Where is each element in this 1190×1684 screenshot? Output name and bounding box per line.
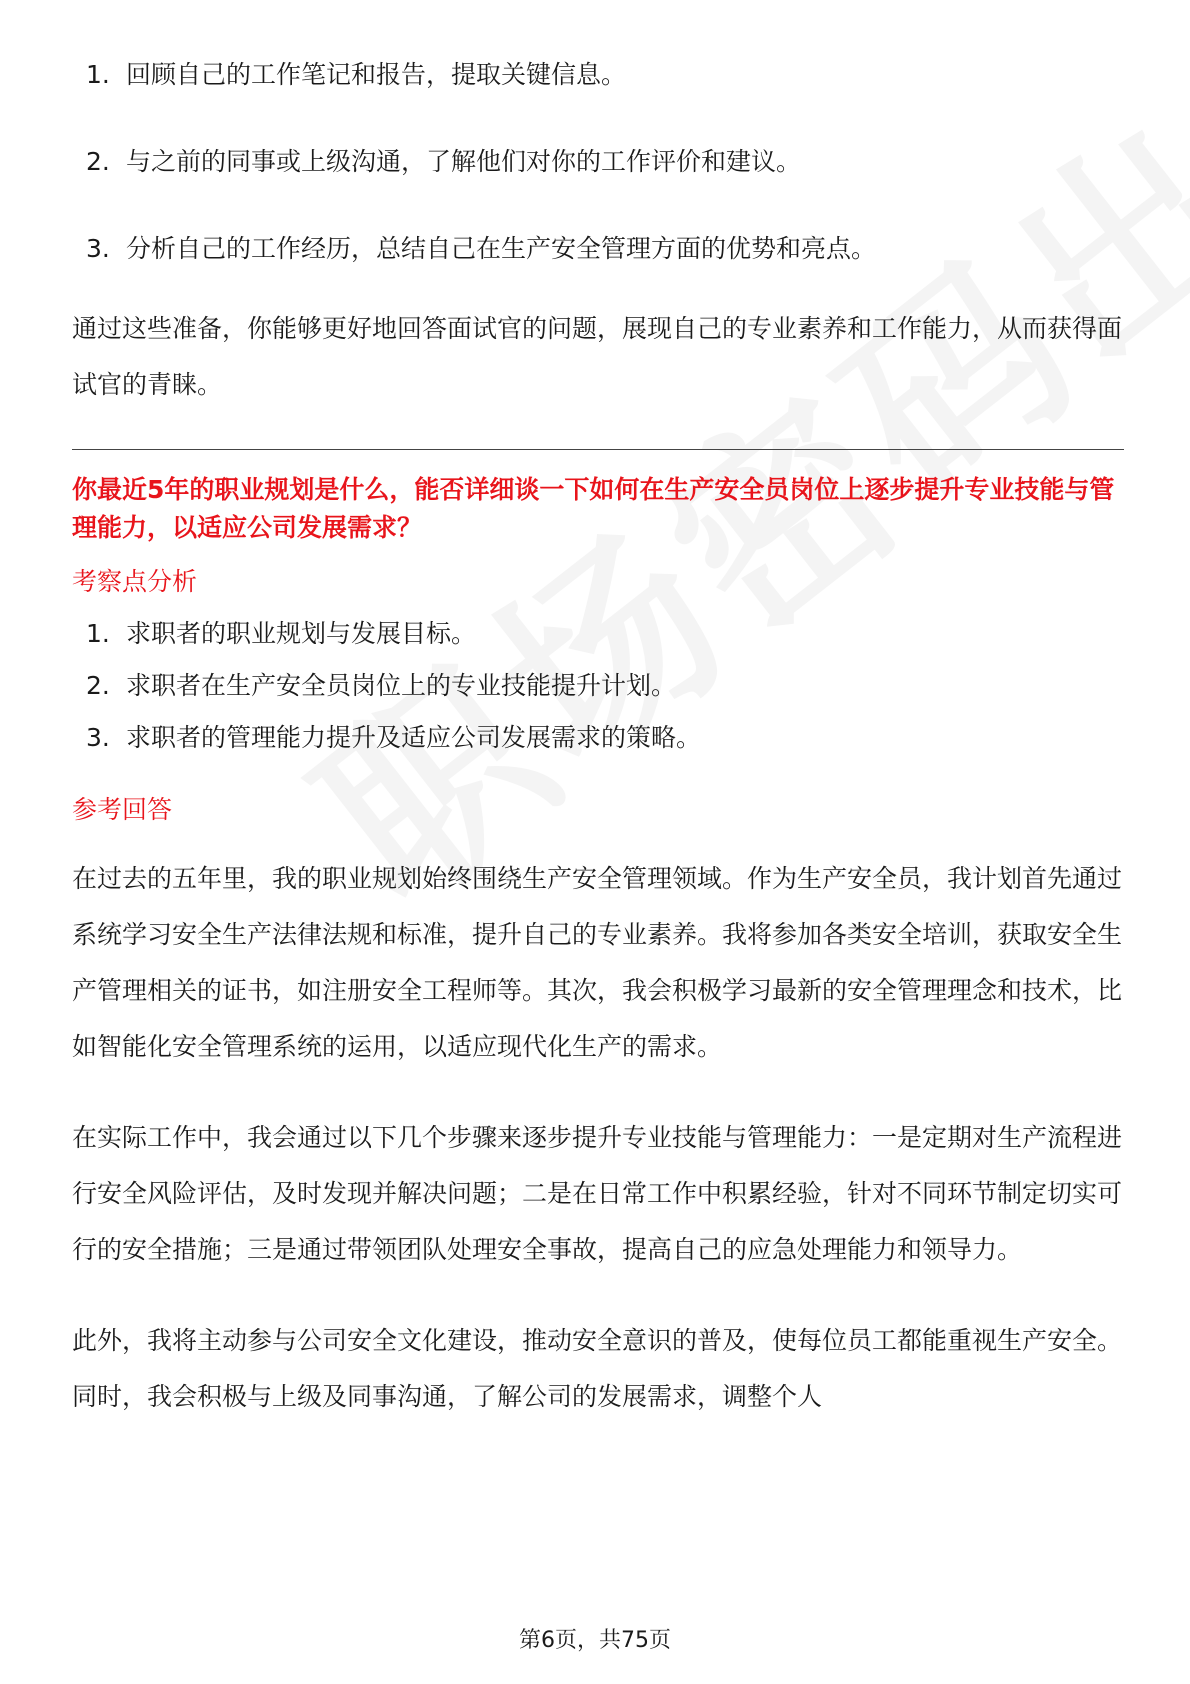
list-item-text: 求职者在生产安全员岗位上的专业技能提升计划。 [126, 671, 677, 700]
interview-question: 你最近5年的职业规划是什么，能否详细谈一下如何在生产安全员岗位上逐步提升专业技能与管理能力，以适应公司发展需求？ [72, 475, 1115, 542]
section-divider [72, 449, 1124, 450]
list-item-number: 1. [86, 60, 110, 89]
list-item [72, 617, 1124, 651]
list-item [72, 58, 1124, 92]
list-item [72, 721, 1124, 755]
preparation-steps-list [72, 58, 1124, 266]
list-item-text: 回顾自己的工作笔记和报告，提取关键信息。 [126, 60, 627, 89]
page-number-footer: 第6页，共75页 [519, 1628, 671, 1653]
answer-paragraph: 在实际工作中，我会通过以下几个步骤来逐步提升专业技能与管理能力：一是定期对生产流程进行安全风险评估，及时发现并解决问题；二是在日常工作中积累经验，针对不同环节制定切实可行的安全措施；三是通过带领团队处理安全事故，提高自己的应急处理能力和领导力。 [72, 1123, 1123, 1264]
list-item-text: 与之前的同事或上级沟通，了解他们对你的工作评价和建议。 [126, 147, 802, 176]
list-item [72, 145, 1124, 179]
list-item [72, 669, 1124, 703]
list-item-text: 求职者的管理能力提升及适应公司发展需求的策略。 [126, 723, 702, 752]
answer-paragraph: 在过去的五年里，我的职业规划始终围绕生产安全管理领域。作为生产安全员，我计划首先通过系统学习安全生产法律法规和标准，提升自己的专业素养。我将参加各类安全培训，获取安全生产管理相关的证书，如注册安全工程师等。其次，我会积极学习最新的安全管理理念和技术，比如智能化安全管理系统的运用，以适应现代化生产的需求。 [72, 864, 1123, 1061]
list-item-text: 求职者的职业规划与发展目标。 [126, 619, 477, 648]
answer-heading: 参考回答 [72, 795, 173, 824]
list-item-number: 1. [86, 619, 110, 648]
list-item-number: 3. [86, 723, 110, 752]
list-item-text: 分析自己的工作经历，总结自己在生产安全管理方面的优势和亮点。 [126, 234, 877, 263]
list-item-number: 2. [86, 147, 110, 176]
list-item-number: 2. [86, 671, 110, 700]
analysis-points-list [72, 617, 1124, 755]
answer-paragraph: 此外，我将主动参与公司安全文化建设，推动安全意识的普及，使每位员工都能重视生产安全。同时，我会积极与上级及同事沟通，了解公司的发展需求，调整个人 [72, 1326, 1123, 1411]
list-item-number: 3. [86, 234, 110, 263]
page-content [72, 58, 1124, 1425]
analysis-heading: 考察点分析 [72, 567, 198, 596]
list-item [72, 232, 1124, 266]
conclusion-paragraph: 通过这些准备，你能够更好地回答面试官的问题，展现自己的专业素养和工作能力，从而获得面试官的青睐。 [72, 314, 1123, 399]
